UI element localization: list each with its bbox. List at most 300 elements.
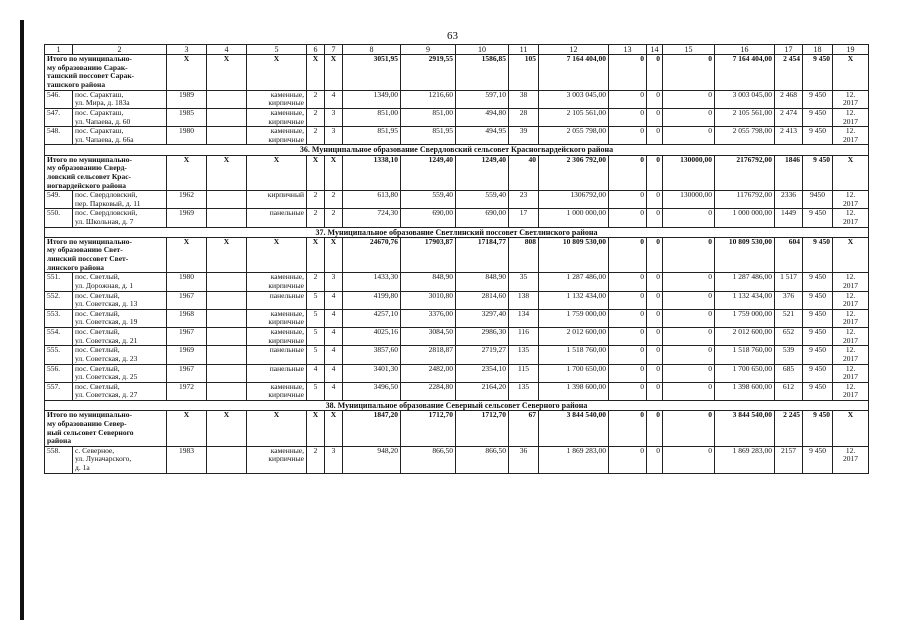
table-cell: каменные, кирпичные — [247, 127, 307, 145]
table-cell: 851,95 — [343, 127, 401, 145]
table-row — [45, 291, 869, 309]
table-cell: 2 105 561,00 — [539, 108, 609, 126]
table-cell: 12. 2017 — [833, 209, 869, 227]
table-cell — [207, 209, 247, 227]
table-cell: X — [307, 55, 325, 91]
table-cell: 0 — [663, 446, 715, 473]
table-cell: 1176792,00 — [715, 191, 775, 209]
table-cell: 0 — [647, 155, 663, 191]
table-cell: 1 132 434,00 — [539, 291, 609, 309]
table-cell: 2719,27 — [456, 346, 509, 364]
table-cell: 0 — [663, 55, 715, 91]
housing-table — [44, 44, 869, 474]
table-cell — [207, 191, 247, 209]
table-cell: 0 — [647, 309, 663, 327]
table-cell: 848,90 — [456, 273, 509, 291]
table-cell: 4025,16 — [343, 328, 401, 346]
table-cell: 1 398 600,00 — [539, 382, 609, 400]
table-cell: 2818,87 — [401, 346, 456, 364]
table-cell: панельные — [247, 346, 307, 364]
table-cell: 521 — [775, 309, 803, 327]
table-cell: 12. 2017 — [833, 309, 869, 327]
header-cell: 12 — [539, 45, 609, 55]
table-cell: 3 003 045,00 — [539, 90, 609, 108]
table-cell: 1 398 600,00 — [715, 382, 775, 400]
table-cell: 17184,77 — [456, 237, 509, 273]
table-cell: 17903,87 — [401, 237, 456, 273]
table-cell: 0 — [663, 209, 715, 227]
table-cell: 1 700 650,00 — [715, 364, 775, 382]
table-cell: 1 759 000,00 — [715, 309, 775, 327]
table-cell: 2986,30 — [456, 328, 509, 346]
table-cell: X — [207, 155, 247, 191]
table-cell: 685 — [775, 364, 803, 382]
table-cell: 3084,50 — [401, 328, 456, 346]
table-cell: 2 055 798,00 — [715, 127, 775, 145]
table-cell: 130000,00 — [663, 155, 715, 191]
table-cell: 3297,40 — [456, 309, 509, 327]
table-row — [45, 209, 869, 227]
table-cell: 2 454 — [775, 55, 803, 91]
table-cell: 134 — [509, 309, 539, 327]
table-cell: 3051,95 — [343, 55, 401, 91]
table-cell: 9 450 — [803, 209, 833, 227]
table-cell: 1967 — [167, 364, 207, 382]
table-cell: каменные, кирпичные — [247, 382, 307, 400]
table-cell: X — [833, 155, 869, 191]
table-cell: 12. 2017 — [833, 191, 869, 209]
table-cell: 115 — [509, 364, 539, 382]
table-cell: X — [167, 411, 207, 447]
table-cell: 2 468 — [775, 90, 803, 108]
table-cell: 4257,10 — [343, 309, 401, 327]
table-cell: 1989 — [167, 90, 207, 108]
header-cell: 7 — [325, 45, 343, 55]
table-cell: 4 — [325, 328, 343, 346]
section-row — [45, 227, 869, 237]
table-cell: 4 — [325, 382, 343, 400]
table-cell: X — [247, 237, 307, 273]
table-cell: пос. Свердловский, ул. Школьная, д. 7 — [73, 209, 167, 227]
table-header-row — [45, 45, 869, 55]
table-cell: 2 012 600,00 — [715, 328, 775, 346]
table-cell: 12. 2017 — [833, 291, 869, 309]
table-cell — [207, 309, 247, 327]
table-cell: 1433,30 — [343, 273, 401, 291]
header-cell: 10 — [456, 45, 509, 55]
table-cell: 4 — [325, 346, 343, 364]
table-cell: 612 — [775, 382, 803, 400]
table-cell: 851,95 — [401, 127, 456, 145]
table-cell: 0 — [609, 90, 647, 108]
table-cell: 2 — [307, 446, 325, 473]
table-cell: 2 — [325, 209, 343, 227]
header-cell: 1 — [45, 45, 73, 55]
table-cell: 12. 2017 — [833, 108, 869, 126]
header-cell: 18 — [803, 45, 833, 55]
table-cell: 12. 2017 — [833, 273, 869, 291]
table-cell: 10 809 530,00 — [715, 237, 775, 273]
table-cell: 40 — [509, 155, 539, 191]
table-cell: 0 — [609, 346, 647, 364]
table-cell: 2 — [307, 127, 325, 145]
table-cell: 1846 — [775, 155, 803, 191]
table-cell: 2 — [307, 108, 325, 126]
table-cell: 9 450 — [803, 291, 833, 309]
table-cell: 135 — [509, 346, 539, 364]
page-edge-line — [20, 20, 24, 620]
section-title: 36. Муниципальное образование Свердловский сельсовет Красногвардейского района — [45, 145, 869, 155]
table-cell: 1 869 283,00 — [539, 446, 609, 473]
table-cell: 494,95 — [456, 127, 509, 145]
table-cell: X — [325, 155, 343, 191]
table-cell: X — [833, 55, 869, 91]
table-cell: 1306792,00 — [539, 191, 609, 209]
table-cell: X — [247, 411, 307, 447]
table-cell: 0 — [609, 209, 647, 227]
table-cell: 0 — [609, 108, 647, 126]
table-row — [45, 273, 869, 291]
table-cell: 0 — [663, 108, 715, 126]
table-cell: 12. 2017 — [833, 382, 869, 400]
table-cell — [207, 346, 247, 364]
page-number: 63 — [447, 30, 458, 42]
table-cell: 851,00 — [343, 108, 401, 126]
table-cell: 105 — [509, 55, 539, 91]
table-cell: 135 — [509, 382, 539, 400]
table-cell: 5 — [307, 291, 325, 309]
table-row — [45, 108, 869, 126]
table-cell: 0 — [647, 411, 663, 447]
table-cell: 2 — [325, 191, 343, 209]
table-cell: X — [167, 155, 207, 191]
table-cell: пос. Саракташ, ул. Мира, д. 183а — [73, 90, 167, 108]
table-row — [45, 382, 869, 400]
table-cell: 1586,85 — [456, 55, 509, 91]
table-cell: 12. 2017 — [833, 127, 869, 145]
table-cell: 1249,40 — [456, 155, 509, 191]
table-cell: 2284,80 — [401, 382, 456, 400]
table-cell: 0 — [647, 55, 663, 91]
table-cell: 0 — [663, 346, 715, 364]
table-cell: 2354,10 — [456, 364, 509, 382]
table-cell: X — [247, 55, 307, 91]
table-cell: 652 — [775, 328, 803, 346]
table-cell: каменные, кирпичные — [247, 108, 307, 126]
table-cell: каменные, кирпичные — [247, 328, 307, 346]
table-cell: 0 — [647, 237, 663, 273]
table-cell: X — [207, 237, 247, 273]
table-cell: 116 — [509, 328, 539, 346]
table-cell: 0 — [609, 309, 647, 327]
table-cell: 2814,60 — [456, 291, 509, 309]
table-cell: пос. Светлый, ул. Советская, д. 23 — [73, 346, 167, 364]
table-cell: 2 — [307, 209, 325, 227]
total-row — [45, 237, 869, 273]
table-cell: 1 700 650,00 — [539, 364, 609, 382]
table-cell: 0 — [609, 446, 647, 473]
table-cell: 17 — [509, 209, 539, 227]
table-cell: панельные — [247, 364, 307, 382]
table-cell: X — [325, 237, 343, 273]
table-cell: 0 — [609, 273, 647, 291]
table-cell: 1449 — [775, 209, 803, 227]
table-cell: 9 450 — [803, 90, 833, 108]
table-row — [45, 328, 869, 346]
table-cell: 9 450 — [803, 127, 833, 145]
table-cell: 0 — [663, 237, 715, 273]
table-cell: X — [247, 155, 307, 191]
table-cell: 12. 2017 — [833, 90, 869, 108]
header-cell: 2 — [73, 45, 167, 55]
header-cell: 3 — [167, 45, 207, 55]
table-body — [45, 45, 869, 474]
table-cell: 2 012 600,00 — [539, 328, 609, 346]
table-cell: 2 306 792,00 — [539, 155, 609, 191]
table-cell: 5 — [307, 382, 325, 400]
table-cell: 376 — [775, 291, 803, 309]
table-cell: каменные, кирпичные — [247, 273, 307, 291]
table-cell: 1249,40 — [401, 155, 456, 191]
table-cell: 5 — [307, 328, 325, 346]
table-cell — [207, 328, 247, 346]
table-cell: 9 450 — [803, 411, 833, 447]
table-cell: 2 413 — [775, 127, 803, 145]
table-cell: 1349,00 — [343, 90, 401, 108]
table-cell: X — [207, 411, 247, 447]
table-cell: 604 — [775, 237, 803, 273]
table-cell: 3 844 540,00 — [715, 411, 775, 447]
table-cell: 2 245 — [775, 411, 803, 447]
table-cell — [207, 127, 247, 145]
table-cell: 12. 2017 — [833, 446, 869, 473]
header-cell: 5 — [247, 45, 307, 55]
table-cell: 4 — [307, 364, 325, 382]
table-cell: кирпичный — [247, 191, 307, 209]
table-cell: 0 — [647, 108, 663, 126]
table-cell: 1983 — [167, 446, 207, 473]
table-cell: 4199,80 — [343, 291, 401, 309]
table-cell: 35 — [509, 273, 539, 291]
table-cell: 3401,30 — [343, 364, 401, 382]
total-row — [45, 411, 869, 447]
table-cell: 0 — [647, 209, 663, 227]
table-cell: 690,00 — [456, 209, 509, 227]
table-cell: 2157 — [775, 446, 803, 473]
table-cell: X — [167, 237, 207, 273]
table-cell: 9450 — [803, 191, 833, 209]
table-cell: 24670,76 — [343, 237, 401, 273]
table-cell: 10 809 530,00 — [539, 237, 609, 273]
table-cell: 1216,60 — [401, 90, 456, 108]
table-row — [45, 90, 869, 108]
table-cell: 494,80 — [456, 108, 509, 126]
table-cell — [207, 273, 247, 291]
table-cell: 539 — [775, 346, 803, 364]
table-cell: 0 — [609, 382, 647, 400]
header-cell: 15 — [663, 45, 715, 55]
table-cell: 1980 — [167, 273, 207, 291]
table-cell: X — [307, 155, 325, 191]
table-cell: 613,80 — [343, 191, 401, 209]
table-cell: 1967 — [167, 328, 207, 346]
table-cell: 1 869 283,00 — [715, 446, 775, 473]
table-cell: 2 — [307, 90, 325, 108]
table-cell: 0 — [663, 291, 715, 309]
table-cell: пос. Светлый, ул. Советская, д. 27 — [73, 382, 167, 400]
table-cell: 67 — [509, 411, 539, 447]
table-cell: 547. — [45, 108, 73, 126]
total-label: Итого по муниципально- му образованию Свет- линский поссовет Свет- линского района — [45, 237, 167, 273]
table-cell: 3010,80 — [401, 291, 456, 309]
header-cell: 8 — [343, 45, 401, 55]
table-cell: 2 — [307, 273, 325, 291]
table-cell: 28 — [509, 108, 539, 126]
table-cell: X — [307, 237, 325, 273]
table-cell: 557. — [45, 382, 73, 400]
table-cell: 552. — [45, 291, 73, 309]
table-cell: пос. Саракташ, ул. Чапаева, д. 60 — [73, 108, 167, 126]
header-cell: 17 — [775, 45, 803, 55]
table-cell: 1 759 000,00 — [539, 309, 609, 327]
table-cell: пос. Светлый, ул. Советская, д. 19 — [73, 309, 167, 327]
table-cell: 1 517 — [775, 273, 803, 291]
table-cell — [207, 108, 247, 126]
table-cell: 1968 — [167, 309, 207, 327]
table-cell: 3 — [325, 446, 343, 473]
table-cell: пос. Светлый, ул. Дорожная, д. 1 — [73, 273, 167, 291]
table-cell: 9 450 — [803, 382, 833, 400]
table-row — [45, 346, 869, 364]
table-cell — [207, 291, 247, 309]
table-cell: 4 — [325, 291, 343, 309]
table-cell: 38 — [509, 90, 539, 108]
table-cell: 3 — [325, 108, 343, 126]
table-cell: 3857,60 — [343, 346, 401, 364]
table-cell: 1969 — [167, 209, 207, 227]
table-cell: 12. 2017 — [833, 328, 869, 346]
table-cell: 1962 — [167, 191, 207, 209]
table-cell: 724,30 — [343, 209, 401, 227]
table-cell: 3 — [325, 127, 343, 145]
table-cell: 690,00 — [401, 209, 456, 227]
table-cell: 554. — [45, 328, 73, 346]
table-cell: панельные — [247, 209, 307, 227]
table-cell: пос. Свердловский, пер. Парковый, д. 11 — [73, 191, 167, 209]
table-cell: 1338,10 — [343, 155, 401, 191]
table-cell: 4 — [325, 364, 343, 382]
table-cell: 130000,00 — [663, 191, 715, 209]
table-cell: панельные — [247, 291, 307, 309]
total-label: Итого по муниципально- му образованию Сверд- ловский сельсовет Крас- ногвардейского района — [45, 155, 167, 191]
table-cell: 0 — [647, 346, 663, 364]
table-cell: 546. — [45, 90, 73, 108]
header-cell: 4 — [207, 45, 247, 55]
table-cell: 9 450 — [803, 155, 833, 191]
table-cell: 1 518 760,00 — [539, 346, 609, 364]
table-cell: каменные, кирпичные — [247, 446, 307, 473]
header-cell: 19 — [833, 45, 869, 55]
table-row — [45, 191, 869, 209]
table-cell: 0 — [663, 328, 715, 346]
table-cell: 0 — [647, 446, 663, 473]
table-cell: 12. 2017 — [833, 364, 869, 382]
table-cell: 0 — [647, 90, 663, 108]
table-cell: X — [325, 55, 343, 91]
table-cell: 9 450 — [803, 55, 833, 91]
total-row — [45, 155, 869, 191]
table-cell: 12. 2017 — [833, 346, 869, 364]
table-cell: пос. Саракташ, ул. Чапаева, д. 66а — [73, 127, 167, 145]
table-cell: 39 — [509, 127, 539, 145]
total-label: Итого по муниципально- му образованию Сарак- ташский поссовет Сарак- ташского района — [45, 55, 167, 91]
table-cell: 548. — [45, 127, 73, 145]
table-cell: каменные, кирпичные — [247, 90, 307, 108]
table-cell: 808 — [509, 237, 539, 273]
table-cell: X — [307, 411, 325, 447]
table-cell: 0 — [609, 237, 647, 273]
table-cell: 556. — [45, 364, 73, 382]
table-cell: 2176792,00 — [715, 155, 775, 191]
table-cell: 549. — [45, 191, 73, 209]
table-row — [45, 364, 869, 382]
table-cell: 0 — [647, 191, 663, 209]
table-cell: каменные, кирпичные — [247, 309, 307, 327]
table-cell: 559,40 — [401, 191, 456, 209]
table-cell: с. Северное, ул. Луначарского, д. 1а — [73, 446, 167, 473]
table-cell: 0 — [647, 273, 663, 291]
section-title: 37. Муниципальное образование Светлинский поссовет Светлинского района — [45, 227, 869, 237]
table-cell — [207, 446, 247, 473]
table-cell: 1969 — [167, 346, 207, 364]
table-cell: 7 164 404,00 — [539, 55, 609, 91]
table-cell: 1 132 434,00 — [715, 291, 775, 309]
table-cell: 1 518 760,00 — [715, 346, 775, 364]
table-cell: 3496,50 — [343, 382, 401, 400]
table-cell: 0 — [609, 191, 647, 209]
table-cell: 3 003 045,00 — [715, 90, 775, 108]
table-cell: пос. Светлый, ул. Советская, д. 21 — [73, 328, 167, 346]
table-cell: 0 — [647, 364, 663, 382]
table-cell: 4 — [325, 309, 343, 327]
header-cell: 16 — [715, 45, 775, 55]
table-cell: 9 450 — [803, 237, 833, 273]
table-cell: 4 — [325, 90, 343, 108]
table-cell: 36 — [509, 446, 539, 473]
table-cell: 0 — [663, 273, 715, 291]
table-cell: 0 — [663, 309, 715, 327]
table-cell: 2 055 798,00 — [539, 127, 609, 145]
table-cell: 0 — [647, 382, 663, 400]
table-cell — [207, 382, 247, 400]
table-cell: 9 450 — [803, 446, 833, 473]
table-cell: 948,20 — [343, 446, 401, 473]
table-cell: 1972 — [167, 382, 207, 400]
table-cell: 3 — [325, 273, 343, 291]
table-cell: 1712,70 — [401, 411, 456, 447]
section-row — [45, 401, 869, 411]
header-cell: 13 — [609, 45, 647, 55]
header-cell: 9 — [401, 45, 456, 55]
table-cell: 1 287 486,00 — [715, 273, 775, 291]
table-cell: 0 — [663, 127, 715, 145]
table-cell: 1 000 000,00 — [539, 209, 609, 227]
section-row — [45, 145, 869, 155]
table-cell: 5 — [307, 309, 325, 327]
section-title: 38. Муниципальное образование Северный сельсовет Северного района — [45, 401, 869, 411]
table-cell: 7 164 404,00 — [715, 55, 775, 91]
table-cell: X — [325, 411, 343, 447]
